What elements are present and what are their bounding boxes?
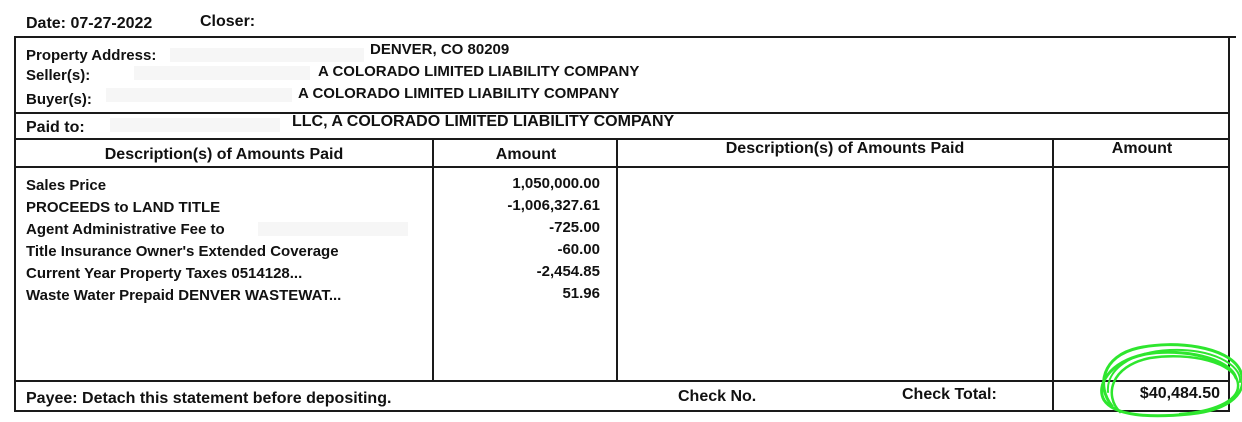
paid-to-divider <box>14 138 1230 140</box>
buyer-label: Buyer(s): <box>26 91 92 108</box>
check-total-label: Check Total: <box>902 386 997 403</box>
row-description: Waste Water Prepaid DENVER WASTEWAT... <box>26 287 342 304</box>
statement-date: Date: 07-27-2022 <box>26 15 153 32</box>
row-description: Title Insurance Owner's Extended Coverage <box>26 243 339 260</box>
header-description-left: Description(s) of Amounts Paid <box>104 146 344 163</box>
row-description: Current Year Property Taxes 0514128... <box>26 265 303 282</box>
paid-to-value: LLC, A COLORADO LIMITED LIABILITY COMPANY <box>292 113 675 130</box>
row-description: Agent Administrative Fee to <box>26 221 225 238</box>
check-no-label: Check No. <box>678 388 757 405</box>
redacted-seller <box>134 66 310 80</box>
header-amount-right: Amount <box>1111 140 1173 157</box>
property-address-label: Property Address: <box>26 47 157 64</box>
buyer-value: A COLORADO LIMITED LIABILITY COMPANY <box>298 85 620 102</box>
payee-note: Payee: Detach this statement before depositing. <box>26 390 392 407</box>
row-amount: -60.00 <box>557 241 600 258</box>
header-description-right: Description(s) of Amounts Paid <box>725 140 965 157</box>
row-description: PROCEEDS to LAND TITLE <box>26 199 221 216</box>
redacted-address <box>170 48 364 62</box>
col-sep-3 <box>1052 138 1054 412</box>
row-amount: -2,454.85 <box>536 263 600 280</box>
right-border <box>1228 36 1230 412</box>
closer-label: Closer: <box>200 13 256 30</box>
seller-value: A COLORADO LIMITED LIABILITY COMPANY <box>318 63 640 80</box>
footer-divider <box>14 380 1230 382</box>
row-amount: 51.96 <box>562 285 600 302</box>
col-sep-2 <box>616 138 618 382</box>
seller-label: Seller(s): <box>26 67 91 84</box>
settlement-statement <box>14 6 1238 412</box>
row-amount: 1,050,000.00 <box>512 175 600 192</box>
redacted-buyer <box>106 88 292 102</box>
redacted-payee <box>110 118 280 132</box>
check-total-value: $40,484.50 <box>1139 385 1220 402</box>
col-sep-1 <box>432 138 434 382</box>
redacted-agent-name <box>258 222 408 236</box>
column-header-divider <box>14 166 1230 168</box>
property-address-value: DENVER, CO 80209 <box>370 41 510 58</box>
row-description: Sales Price <box>26 177 107 194</box>
header-amount-left: Amount <box>495 146 557 163</box>
paid-to-label: Paid to: <box>26 119 85 136</box>
left-border <box>14 36 16 412</box>
header-divider <box>14 36 1236 38</box>
bottom-border <box>14 410 1230 412</box>
row-amount: -725.00 <box>549 219 600 236</box>
row-amount: -1,006,327.61 <box>507 197 600 214</box>
